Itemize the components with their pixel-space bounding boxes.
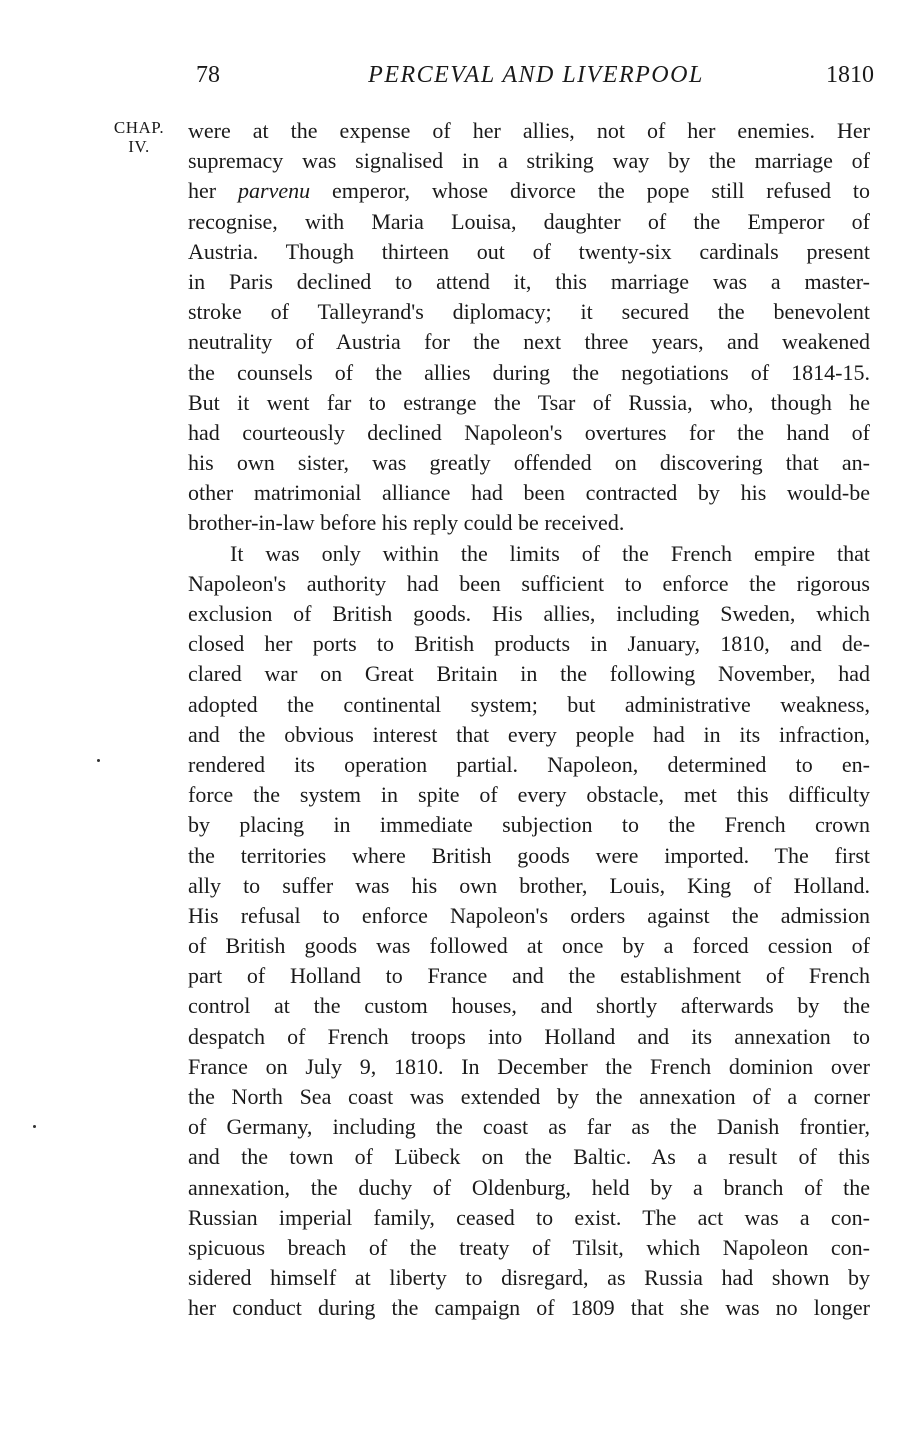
text-line: sidered himself at liberty to disregard, as Russia had shown by [188,1265,870,1291]
text-line: exclusion of British goods. His allies, including Sweden, which [188,601,870,626]
text-line: closed her ports to British products in January, 1810, and de- [188,631,870,657]
text-line: rendered its operation partial. Napoleon, determined to en- [188,751,870,777]
text-line: adopted the continental system; but administrative weakness, [188,691,870,717]
text-line: France on July 9, 1810. In December the French dominion over [188,1053,870,1079]
text-line: the counsels of the allies during the negotiations of 1814-15. [188,359,870,385]
text-line: His refusal to enforce Napoleon's orders against the admission [188,902,870,928]
running-year: 1810 [826,62,874,88]
running-head [190,62,874,98]
chapter-marker [106,118,172,156]
body-text [188,116,870,1324]
text-line: were at the expense of her allies, not of her enemies. Her [188,118,870,143]
text-line: But it went far to estrange the Tsar of Russia, who, though he [188,389,870,415]
paragraph-1 [188,116,870,539]
scan-speck [97,759,100,762]
text-line: neutrality of Austria for the next three years, and weakened [188,329,870,355]
text-line: brother-in-law before his reply could be received. [188,510,625,536]
text-line: part of Holland to France and the establishment of French [188,963,870,989]
text-line: had courteously declined Napoleon's overtures for the hand of [188,419,870,445]
chapter-label: CHAP. [113,118,165,137]
text-line: other matrimonial alliance had been contracted by his would-be [188,480,870,506]
text-line: ally to suffer was his own brother, Louis, King of Holland. [188,872,870,898]
text-line: his own sister, was greatly offended on discovering that an- [188,450,870,476]
text-line: the territories where British goods were imported. The first [188,842,870,868]
text-line: control at the custom houses, and shortly afterwards by the [188,993,870,1019]
scan-speck [33,1125,36,1128]
text-line: supremacy was signalised in a striking way by the marriage of [188,148,870,174]
text-fragment: her [188,178,217,204]
text-line: and the obvious interest that every people had in its infraction, [188,721,870,747]
text-line: recognise, with Maria Louisa, daughter of the Emperor of [188,208,870,234]
text-line: despatch of French troops into Holland and its annexation to [188,1023,870,1049]
text-line: clared war on Great Britain in the following November, had [188,661,870,687]
text-line: by placing in immediate subjection to the French crown [188,812,870,838]
paragraph-2 [188,539,870,1324]
page-number: 78 [196,62,220,88]
text-line: of Germany, including the coast as far as the Danish frontier, [188,1114,870,1140]
text-line: the North Sea coast was extended by the annexation of a corner [188,1084,870,1109]
text-line: It was only within the limits of the French empire that [230,540,870,566]
text-line: spicuous breach of the treaty of Tilsit, which Napoleon con- [188,1234,870,1260]
italic-word: parvenu [238,178,311,204]
text-line: and the town of Lübeck on the Baltic. As a result of this [188,1144,870,1170]
text-line: her conduct during the campaign of 1809 that she was no longer [188,1295,870,1321]
text-line: Austria. Though thirteen out of twenty-six cardinals present [188,238,870,264]
text-line: Napoleon's authority had been sufficient to enforce the rigorous [188,570,870,596]
text-fragment: emperor, whose divorce the pope still refused to [332,178,871,204]
text-line: Russian imperial family, ceased to exist. The act was a con- [188,1204,870,1230]
text-line: annexation, the duchy of Oldenburg, held by a branch of the [188,1174,870,1200]
text-line: of British goods was followed at once by a forced cession of [188,933,870,959]
text-line: in Paris declined to attend it, this marriage was a master- [188,268,870,294]
text-line: stroke of Talleyrand's diplomacy; it secured the benevolent [188,299,870,325]
text-line: force the system in spite of every obstacle, met this difficulty [188,782,870,808]
running-title: PERCEVAL AND LIVERPOOL [368,62,704,88]
text-line-with-italic [188,176,870,206]
chapter-number: IV. [128,137,150,156]
